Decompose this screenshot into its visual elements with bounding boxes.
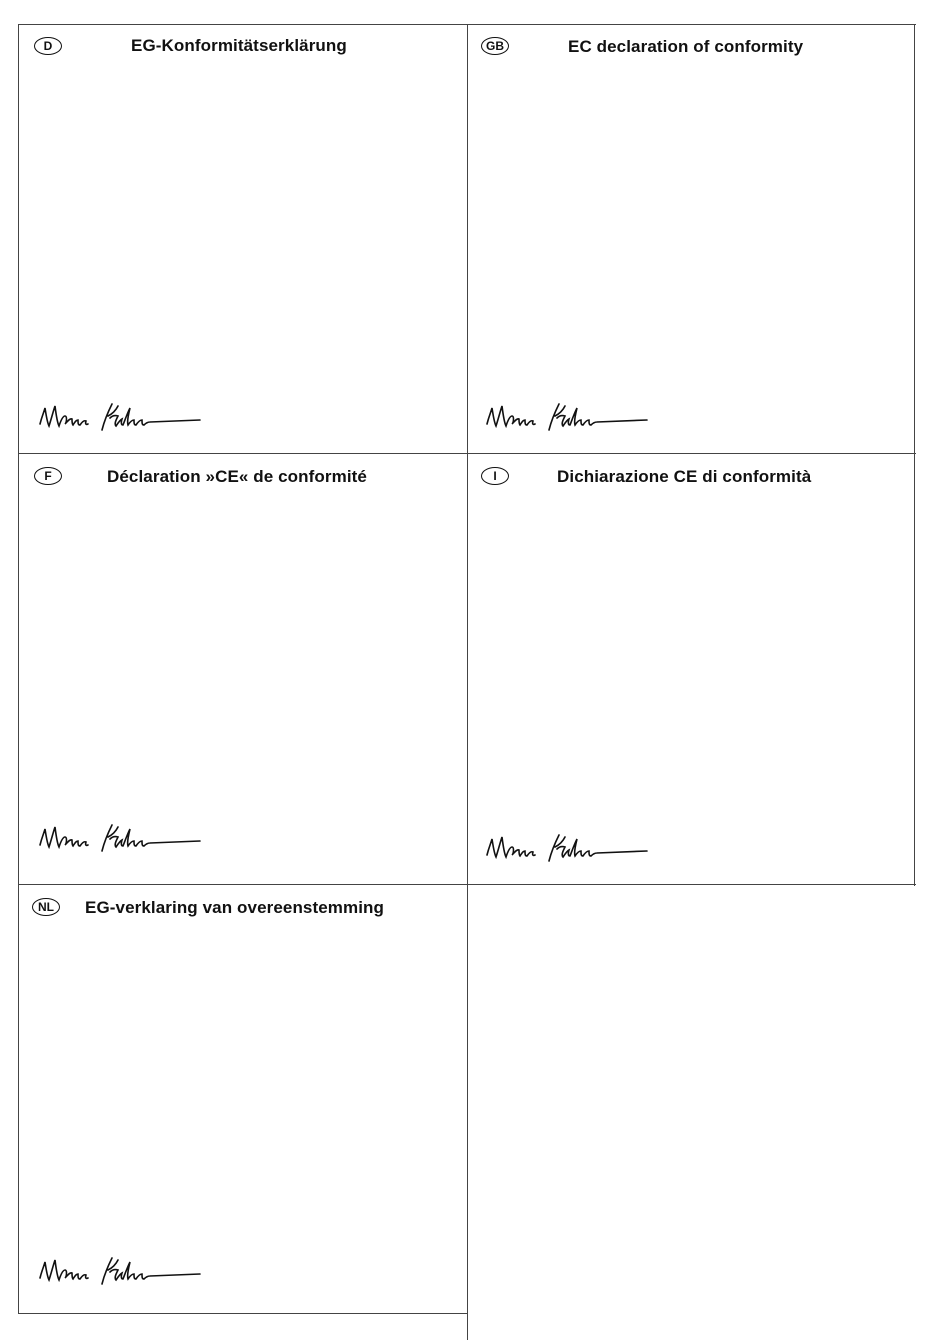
section-fr (18, 453, 467, 884)
signature-image (38, 815, 208, 863)
language-badge-gb: GB (481, 37, 509, 55)
signature-image (485, 394, 655, 442)
signature-it (485, 825, 655, 873)
frame-bottom-line (18, 1313, 468, 1314)
language-badge-it: I (481, 467, 509, 485)
signature-fr (38, 815, 208, 863)
language-badge-fr: F (34, 467, 62, 485)
section-title-nl: EG-verklaring van overeenstemming (85, 898, 385, 917)
language-badge-de: D (34, 37, 62, 55)
signature-de (38, 394, 208, 442)
section-it (467, 453, 916, 884)
signature-image (38, 1248, 208, 1296)
signature-image (485, 825, 655, 873)
section-title-de: EG-Konformitätserklärung (131, 36, 347, 55)
language-badge-nl: NL (32, 898, 60, 916)
section-title-fr: Déclaration »CE« de conformité (107, 467, 367, 486)
section-title-it: Dichiarazione CE di conformità (557, 467, 812, 486)
section-title-gb: EC declaration of conformity (568, 37, 804, 56)
section-gb (467, 24, 916, 453)
section-nl (18, 884, 467, 1313)
section-de (18, 24, 467, 453)
signature-nl (38, 1248, 208, 1296)
signature-image (38, 394, 208, 442)
signature-gb (485, 394, 655, 442)
